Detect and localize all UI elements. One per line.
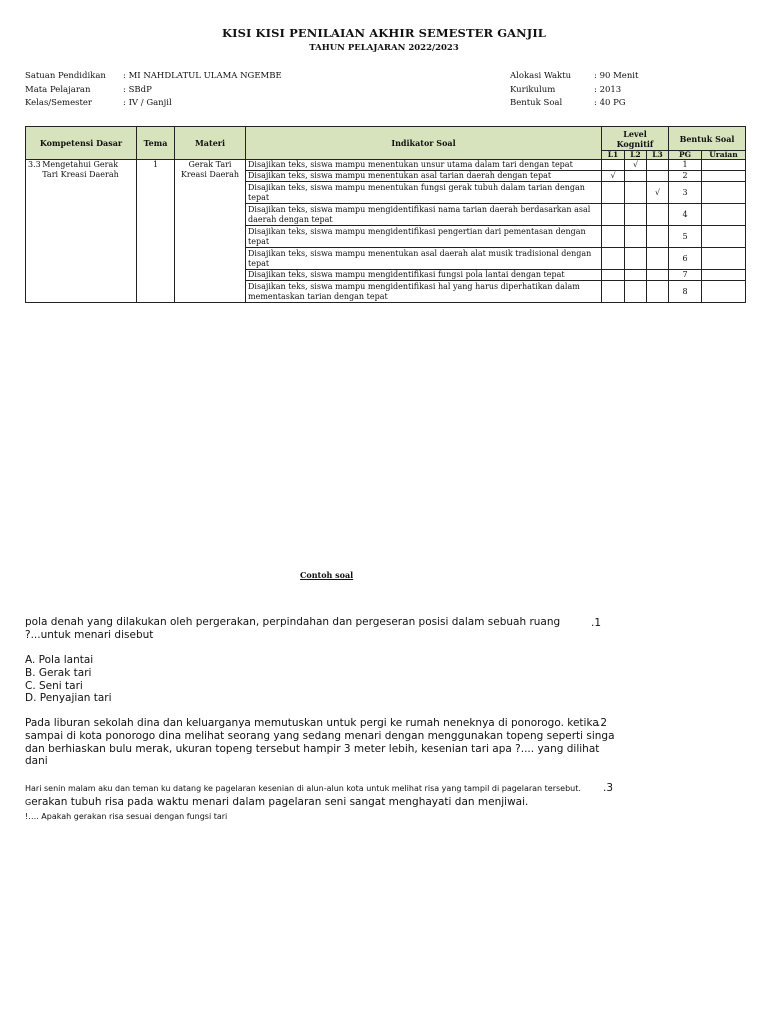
header-level: Level Kognitif — [602, 127, 669, 151]
meta-value: : IV / Ganjil — [123, 98, 172, 108]
document-title: KISI KISI PENILAIAN AKHIR SEMESTER GANJIL — [222, 26, 546, 40]
l2-cell — [625, 270, 647, 281]
meta-label: Kelas/Semester — [25, 98, 92, 108]
option-d: D. Penyajian tari — [25, 692, 112, 705]
l2-cell — [625, 226, 647, 248]
meta-value: : SBdP — [123, 84, 152, 95]
uraian-cell — [702, 281, 746, 303]
header-kompetensi: Kompetensi Dasar — [26, 127, 137, 160]
pg-cell: 5 — [669, 226, 702, 248]
pg-cell: 7 — [669, 270, 702, 281]
indikator-cell: Disajikan teks, siswa mampu menentukan asal tarian daerah dengan tepat — [246, 171, 602, 182]
pg-cell: 1 — [669, 160, 702, 171]
l1-cell — [602, 204, 625, 226]
question-number: .2 — [597, 717, 608, 729]
header-bentuk: Bentuk Soal — [669, 127, 746, 151]
indikator-cell: Disajikan teks, siswa mampu mengidentifikasi hal yang harus diperhatikan dalam mementaskan tarian dengan tepat — [246, 281, 602, 303]
l2-cell — [625, 171, 647, 182]
header-pg: PG — [669, 151, 702, 160]
header-l2: L2 — [625, 151, 647, 160]
indikator-cell: Disajikan teks, siswa mampu menentukan fungsi gerak tubuh dalam tarian dengan tepat — [246, 182, 602, 204]
l2-cell — [625, 281, 647, 303]
l2-cell — [625, 182, 647, 204]
pg-cell: 2 — [669, 171, 702, 182]
l3-cell — [647, 281, 669, 303]
header-indikator: Indikator Soal — [246, 127, 602, 160]
l1-cell — [602, 226, 625, 248]
pg-cell: 8 — [669, 281, 702, 303]
meta-label: Mata Pelajaran — [25, 84, 91, 95]
header-tema: Tema — [137, 127, 175, 160]
l3-cell: √ — [647, 182, 669, 204]
question-1 — [25, 616, 605, 642]
indikator-cell: Disajikan teks, siswa mampu mengidentifikasi pengertian dari pementasan dengan tepat — [246, 226, 602, 248]
meta-value: : 90 Menit — [594, 71, 639, 81]
uraian-cell — [702, 248, 746, 270]
option-c: C. Seni tari — [25, 679, 83, 692]
l2-cell — [625, 204, 647, 226]
header-uraian: Uraian — [702, 151, 746, 160]
meta-value: : MI NAHDLATUL ULAMA NGEMBE — [123, 71, 282, 81]
uraian-cell — [702, 182, 746, 204]
l3-cell — [647, 160, 669, 171]
meta-label: Bentuk Soal — [510, 98, 563, 108]
table-row — [26, 160, 746, 171]
uraian-cell — [702, 171, 746, 182]
header-l1: L1 — [602, 151, 625, 160]
indikator-cell: Disajikan teks, siswa mampu mengidentifikasi nama tarian daerah berdasarkan asal daerah dengan tepat — [246, 204, 602, 226]
l2-cell: √ — [625, 160, 647, 171]
materi-cell: Gerak Tari Kreasi Daerah — [175, 160, 246, 303]
l3-cell — [647, 248, 669, 270]
meta-right — [510, 70, 638, 111]
header-l3: L3 — [647, 151, 669, 160]
kd-number: 3.3 — [28, 160, 41, 169]
option-a: A. Pola lantai — [25, 654, 94, 666]
l1-cell — [602, 281, 625, 303]
l3-cell — [647, 171, 669, 182]
meta-left — [25, 70, 282, 111]
question-text-prefix: !…. — [25, 811, 39, 821]
meta-row — [25, 70, 282, 84]
question-2 — [25, 717, 615, 768]
pg-cell: 4 — [669, 204, 702, 226]
pg-cell: 6 — [669, 248, 702, 270]
indikator-cell: Disajikan teks, siswa mampu mengidentifikasi fungsi pola lantai dengan tepat — [246, 270, 602, 281]
kisi-kisi-table — [25, 126, 746, 303]
meta-label: Alokasi Waktu — [510, 71, 572, 81]
kd-text: Mengetahui Gerak Tari Kreasi Daerah — [42, 160, 119, 179]
uraian-cell — [702, 204, 746, 226]
question-text: Pada liburan sekolah dina dan keluarganya memutuskan untuk pergi ke rumah neneknya di ponorogo. ketika sampai di kota ponorogo dina melihat seorang yang sedang menari dengan menggunakan topeng seperti singa dan berhiaskan bulu merak, ukuran topeng tersebut hampir 3 meter lebih, kesenian tari apa ?.... yang dilihat dani — [25, 717, 615, 768]
question-3 — [25, 782, 625, 823]
meta-value: : 2013 — [594, 84, 622, 95]
meta-row — [25, 84, 282, 98]
meta-value: : 40 PG — [594, 98, 626, 108]
question-text: erakan tubuh risa pada waktu menari dalam pagelaran seni sangat menghayati dan menjiwai. — [31, 795, 529, 808]
question-1-options — [25, 654, 112, 705]
uraian-cell — [702, 226, 746, 248]
meta-label: Kurikulum — [510, 84, 556, 95]
l1-cell — [602, 270, 625, 281]
l3-cell — [647, 204, 669, 226]
l2-cell — [625, 248, 647, 270]
meta-row — [510, 70, 638, 84]
indikator-cell: Disajikan teks, siswa mampu menentukan asal daerah alat musik tradisional dengan tepat — [246, 248, 602, 270]
document-subtitle: TAHUN PELAJARAN 2022/2023 — [309, 43, 459, 53]
contoh-soal-heading: Contoh soal — [300, 570, 354, 580]
l3-cell — [647, 226, 669, 248]
pg-cell: 3 — [669, 182, 702, 204]
question-text-small: Apakah gerakan risa sesuai dengan fungsi tari — [38, 811, 228, 821]
l1-cell — [602, 160, 625, 171]
indikator-cell: Disajikan teks, siswa mampu menentukan unsur utama dalam tari dengan tepat — [246, 160, 602, 171]
question-text: pola denah yang dilakukan oleh pergerakan, perpindahan dan pergeseran posisi dalam sebuah ruang ?...untuk menari disebut — [25, 616, 561, 641]
kompetensi-cell — [26, 160, 137, 303]
uraian-cell — [702, 270, 746, 281]
question-number: .3 — [603, 782, 614, 794]
l1-cell — [602, 248, 625, 270]
option-b: B. Gerak tari — [25, 666, 92, 679]
l3-cell — [647, 270, 669, 281]
meta-row — [510, 97, 638, 111]
uraian-cell — [702, 160, 746, 171]
meta-row — [25, 97, 282, 111]
question-number: .1 — [591, 617, 602, 629]
meta-row — [510, 84, 638, 98]
header-materi: Materi — [175, 127, 246, 160]
question-text-small: Hari senin malam aku dan teman ku datang ke pagelaran kesenian di alun-alun kota untuk melihat risa yang tampil di pagelaran tersebut. G — [25, 784, 581, 807]
tema-cell: 1 — [137, 160, 175, 303]
meta-label: Satuan Pendidikan — [25, 71, 106, 81]
l1-cell — [602, 182, 625, 204]
l1-cell: √ — [602, 171, 625, 182]
